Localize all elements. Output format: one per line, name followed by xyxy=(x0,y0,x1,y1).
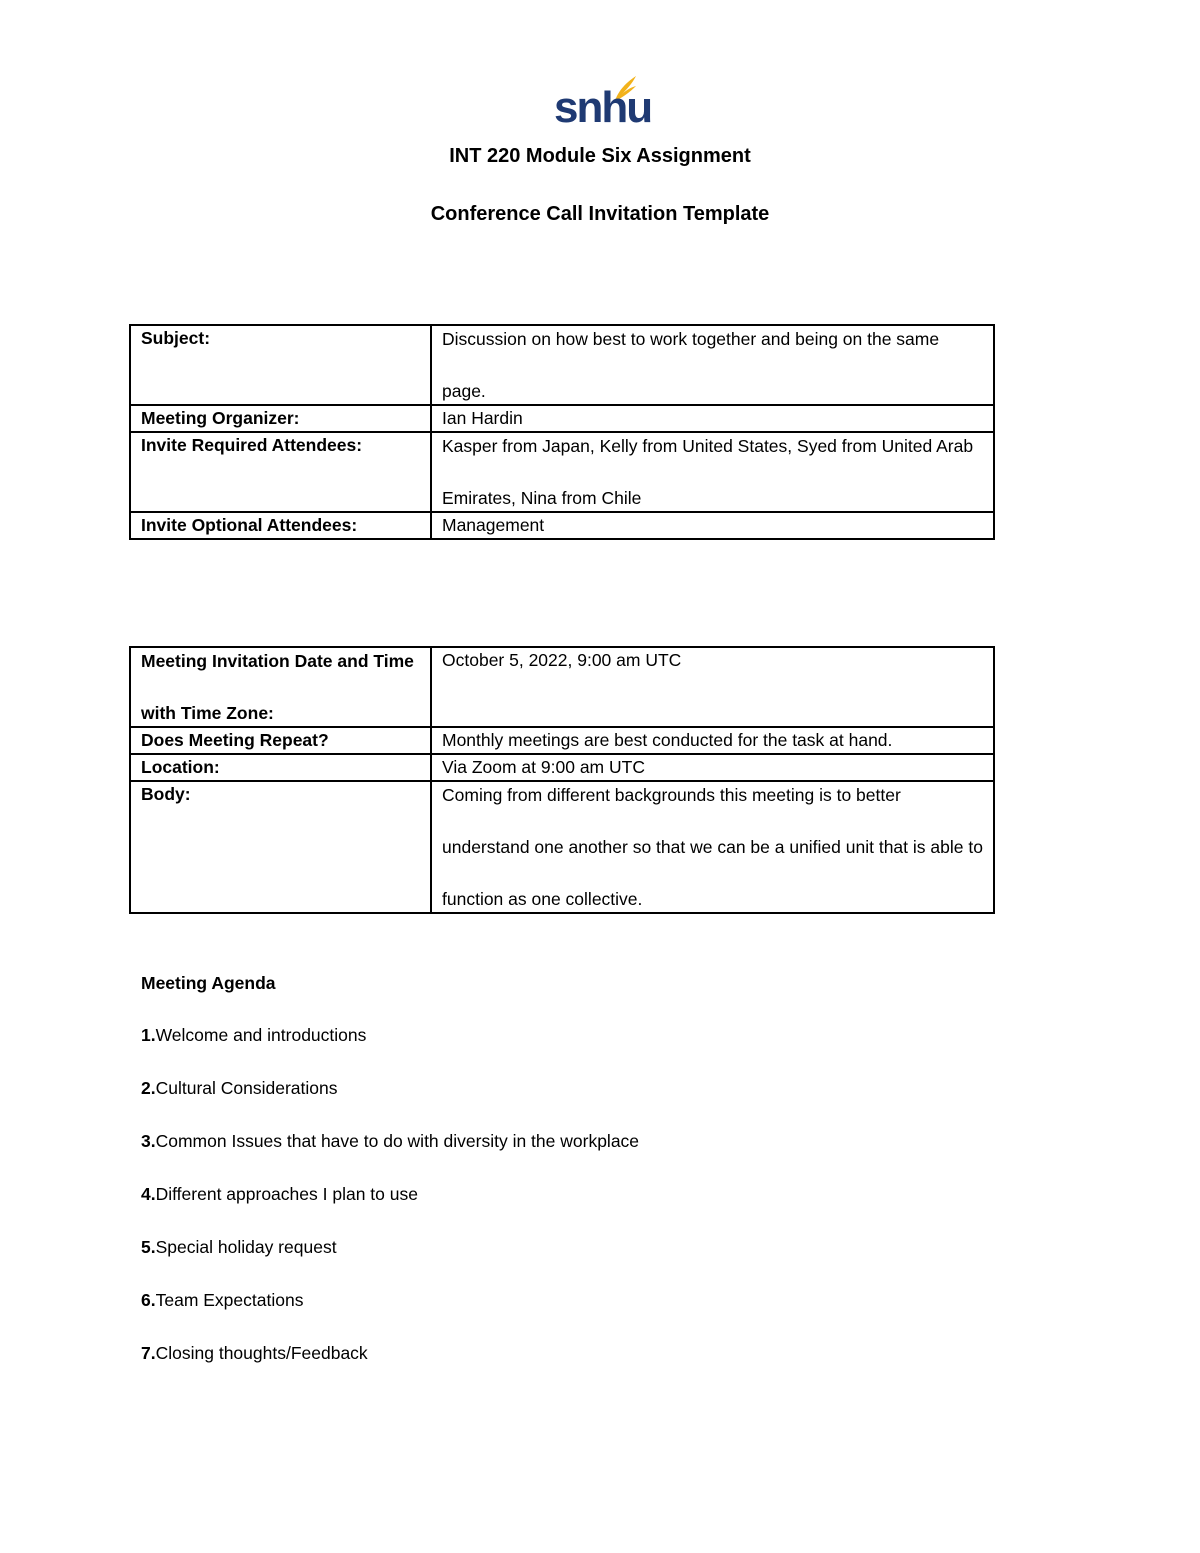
repeat-value: Monthly meetings are best conducted for the task at hand. xyxy=(442,730,893,750)
table-row-body xyxy=(130,781,994,913)
required-attendees-label: Invite Required Attendees: xyxy=(141,435,363,455)
row-label xyxy=(130,754,431,781)
list-item xyxy=(141,1234,639,1260)
row-label xyxy=(130,647,431,727)
agenda-item-text: Welcome and introductions xyxy=(155,1025,367,1045)
row-label xyxy=(130,727,431,754)
table-row-repeat xyxy=(130,727,994,754)
list-item xyxy=(141,1128,639,1154)
list-item xyxy=(141,1287,639,1313)
agenda-item-number: 5. xyxy=(141,1237,156,1257)
subject-value: Discussion on how best to work together and being on the same page. xyxy=(442,329,940,401)
organizer-value: Ian Hardin xyxy=(442,408,523,428)
row-label xyxy=(130,781,431,913)
list-item xyxy=(141,1181,639,1207)
agenda-item-text: Different approaches I plan to use xyxy=(155,1184,418,1204)
date-time-label: Meeting Invitation Date and Time with Time Zone: xyxy=(141,651,414,723)
agenda-item-number: 7. xyxy=(141,1343,156,1363)
optional-attendees-value: Management xyxy=(442,515,545,535)
organizer-label: Meeting Organizer: xyxy=(141,408,300,428)
row-value xyxy=(431,647,994,727)
date-time-value: October 5, 2022, 9:00 am UTC xyxy=(442,650,682,670)
row-label xyxy=(130,325,431,405)
agenda-heading: Meeting Agenda xyxy=(141,973,276,993)
agenda-item-number: 2. xyxy=(141,1078,156,1098)
row-value xyxy=(431,325,994,405)
snhu-logo xyxy=(554,74,652,132)
agenda-item-text: Team Expectations xyxy=(155,1290,304,1310)
agenda-item-text: Common Issues that have to do with diversity in the workplace xyxy=(155,1131,640,1151)
row-value xyxy=(431,432,994,512)
row-value xyxy=(431,512,994,539)
agenda-item-text: Closing thoughts/Feedback xyxy=(155,1343,368,1363)
row-label xyxy=(130,512,431,539)
required-attendees-value: Kasper from Japan, Kelly from United States, Syed from United Arab Emirates, Nina from Chile xyxy=(442,436,974,508)
table-row-subject xyxy=(130,325,994,405)
row-value xyxy=(431,781,994,913)
list-item xyxy=(141,1022,639,1048)
subject-label: Subject: xyxy=(141,328,211,348)
optional-attendees-label: Invite Optional Attendees: xyxy=(141,515,358,535)
agenda-item-text: Special holiday request xyxy=(155,1237,337,1257)
repeat-label: Does Meeting Repeat? xyxy=(141,730,329,750)
agenda-item-number: 6. xyxy=(141,1290,156,1310)
assignment-title: INT 220 Module Six Assignment xyxy=(449,145,751,167)
location-value: Via Zoom at 9:00 am UTC xyxy=(442,757,645,777)
agenda-item-number: 4. xyxy=(141,1184,156,1204)
row-label xyxy=(130,432,431,512)
location-label: Location: xyxy=(141,757,220,777)
logo-wordmark: snhu xyxy=(554,83,652,132)
row-value xyxy=(431,727,994,754)
body-value: Coming from different backgrounds this meeting is to better understand one another so that we can be a unified unit that is able to function as one collective. xyxy=(442,785,983,909)
meeting-agenda xyxy=(141,970,639,1393)
template-title: Conference Call Invitation Template xyxy=(430,203,770,225)
meeting-details-table xyxy=(129,646,995,914)
body-label: Body: xyxy=(141,784,191,804)
agenda-item-number: 3. xyxy=(141,1131,156,1151)
agenda-item-text: Cultural Considerations xyxy=(155,1078,338,1098)
table-row-required-attendees xyxy=(130,432,994,512)
invitation-table xyxy=(129,324,995,540)
list-item xyxy=(141,1340,639,1366)
list-item xyxy=(141,1075,639,1101)
table-row-date-time xyxy=(130,647,994,727)
agenda-item-number: 1. xyxy=(141,1025,156,1045)
row-label xyxy=(130,405,431,432)
